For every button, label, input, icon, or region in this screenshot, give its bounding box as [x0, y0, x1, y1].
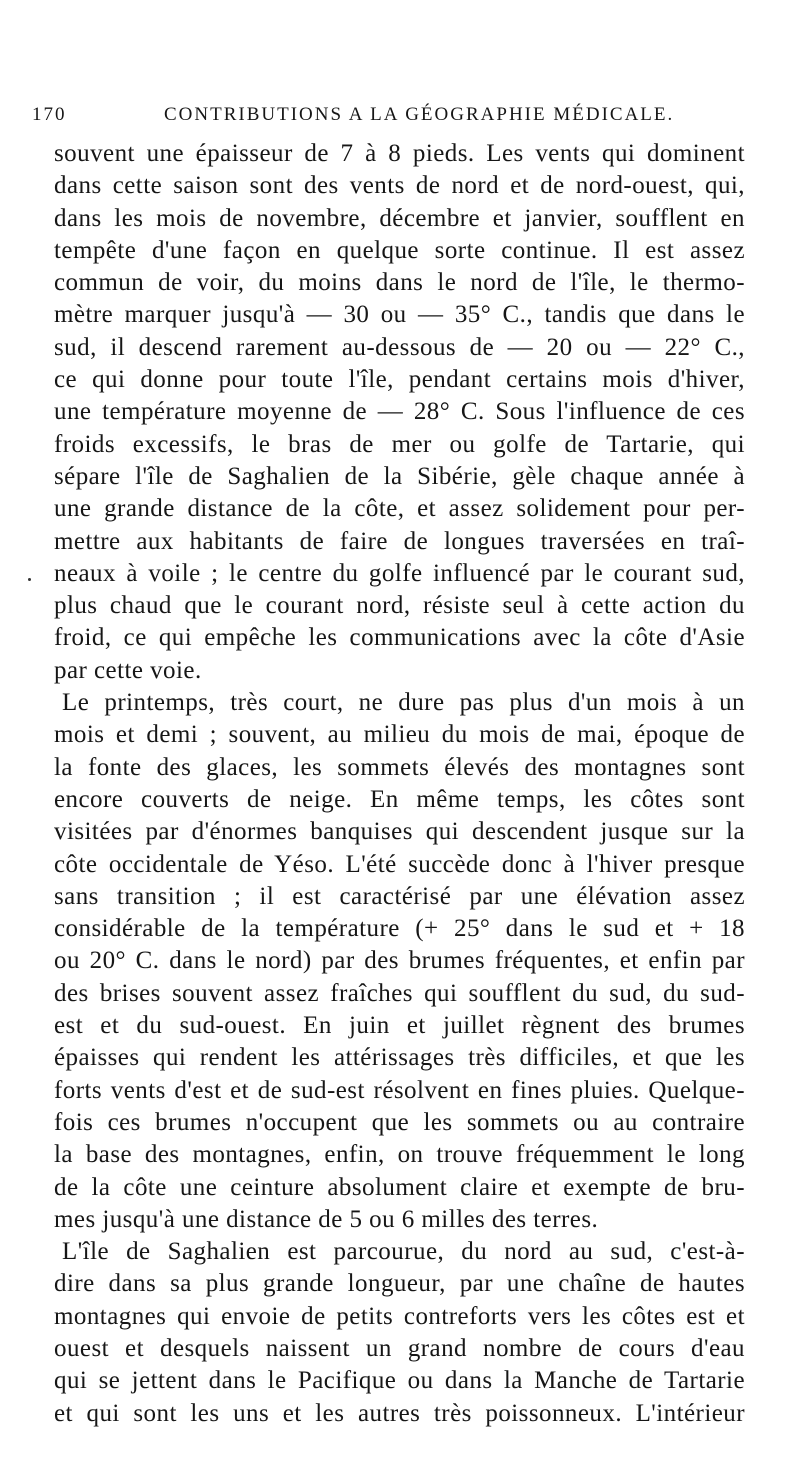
- text-line: dans les mois de novembre, décembre et janvier, soufflent en: [54, 204, 745, 232]
- paragraph-start-line: Le printemps, très court, ne dure pas plus d'un mois à un: [62, 689, 745, 717]
- text-line: sans transition ; il est caractérisé par une élévation assez: [54, 882, 745, 910]
- text-line: ou 20° C. dans le nord) par des brumes fréquentes, et enfin par: [54, 947, 745, 975]
- text-line: est et du sud-ouest. En juin et juillet règnent des brumes: [54, 1012, 745, 1040]
- text-line: de la côte une ceinture absolument claire et exempte de bru-: [54, 1173, 745, 1201]
- text-line: des brises souvent assez fraîches qui soufflent du sud, du sud-: [54, 979, 745, 1007]
- text-line: une grande distance de la côte, et assez solidement pour per-: [54, 495, 745, 523]
- text-line: tempête d'une façon en quelque sorte continue. Il est assez: [54, 236, 745, 264]
- text-line: froids excessifs, le bras de mer ou golfe de Tartarie, qui: [54, 430, 745, 458]
- text-line: la fonte des glaces, les sommets élevés des montagnes sont: [54, 753, 745, 781]
- text-line: mettre aux habitants de faire de longues traversées en traî-: [54, 527, 745, 555]
- text-line: épaisses qui rendent les attérissages très difficiles, et que les: [54, 1044, 745, 1072]
- text-line: une température moyenne de — 28° C. Sous l'influence de ces: [54, 398, 745, 426]
- page-number: 170: [32, 104, 67, 125]
- text-line: montagnes qui envoie de petits contreforts vers les côtes est et: [54, 1302, 745, 1330]
- text-line: sépare l'île de Saghalien de la Sibérie, gèle chaque année à: [54, 462, 745, 490]
- text-line: neaux à voile ; le centre du golfe influencé par le courant sud,: [54, 559, 745, 587]
- text-line: plus chaud que le courant nord, résiste seul à cette action du: [54, 592, 745, 620]
- text-line: mois et demi ; souvent, au milieu du mois de mai, époque de: [54, 721, 745, 749]
- text-line: forts vents d'est et de sud-est résolvent en fines pluies. Quelque-: [54, 1076, 745, 1104]
- text-line: dans cette saison sont des vents de nord et de nord-ouest, qui,: [54, 172, 745, 200]
- text-line: la base des montagnes, enfin, on trouve fréquemment le long: [54, 1141, 745, 1169]
- text-line: côte occidentale de Yéso. L'été succède donc à l'hiver presque: [54, 850, 745, 878]
- text-line: considérable de la température (+ 25° dans le sud et + 18: [54, 915, 745, 943]
- text-line: commun de voir, du moins dans le nord de l'île, le thermo-: [54, 269, 745, 297]
- body-text: [54, 138, 745, 1430]
- text-line: qui se jettent dans le Pacifique ou dans la Manche de Tartarie: [54, 1367, 745, 1395]
- text-line: ouest et desquels naissent un grand nombre de cours d'eau: [54, 1334, 745, 1362]
- paragraph-start-line: L'île de Saghalien est parcourue, du nord au sud, c'est-à-: [62, 1238, 745, 1266]
- paragraph-end-line: mes jusqu'à une distance de 5 ou 6 milles des terres.: [54, 1205, 599, 1233]
- text-line: sud, il descend rarement au-dessous de — 20 ou — 22° C.,: [54, 333, 745, 361]
- stray-ink-dot: [28, 578, 31, 581]
- text-line: et qui sont les uns et les autres très poissonneux. L'intérieur: [54, 1399, 745, 1427]
- text-line: dire dans sa plus grande longueur, par une chaîne de hautes: [54, 1270, 745, 1298]
- text-line: ce qui donne pour toute l'île, pendant certains mois d'hiver,: [54, 366, 745, 394]
- text-line: souvent une épaisseur de 7 à 8 pieds. Les vents qui dominent: [54, 140, 745, 167]
- running-title: CONTRIBUTIONS A LA GÉOGRAPHIE MÉDICALE.: [164, 104, 675, 125]
- text-line: visitées par d'énormes banquises qui descendent jusque sur la: [54, 818, 745, 846]
- paragraph-end-line: par cette voie.: [54, 656, 202, 684]
- text-line: mètre marquer jusqu'à — 30 ou — 35° C., tandis que dans le: [54, 301, 745, 329]
- text-line: fois ces brumes n'occupent que les sommets ou au contraire: [54, 1108, 745, 1136]
- text-line: froid, ce qui empêche les communications avec la côte d'Asie: [54, 624, 745, 652]
- text-line: encore couverts de neige. En même temps, les côtes sont: [54, 785, 745, 813]
- running-head: [32, 98, 752, 132]
